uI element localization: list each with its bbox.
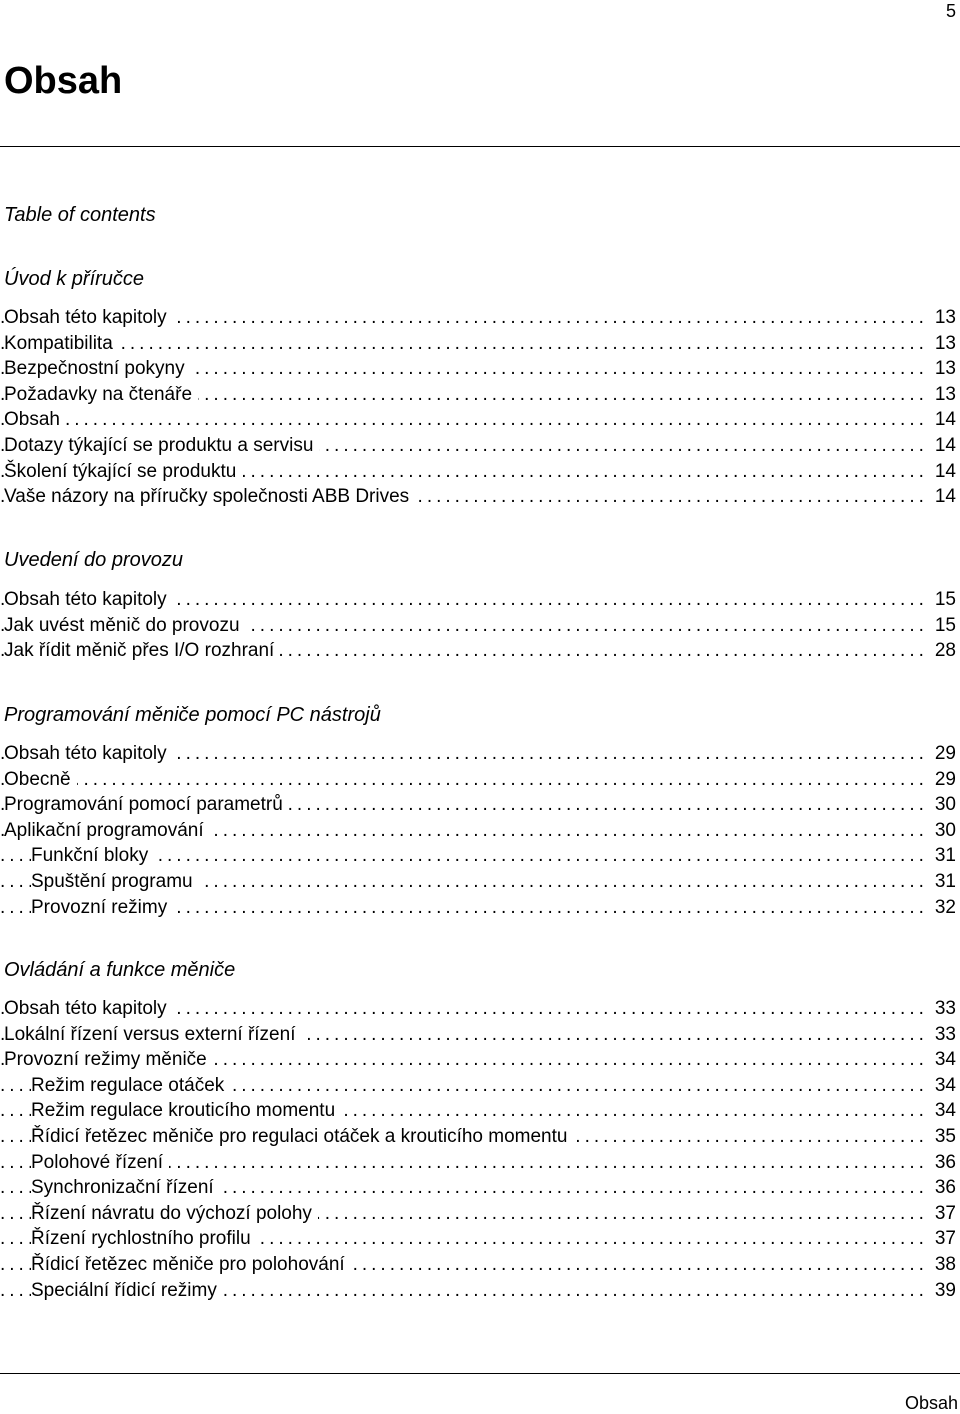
toc-list-programovani bbox=[0, 741, 960, 920]
toc-entry-page: 33 bbox=[927, 1022, 956, 1048]
toc-entry-page: 15 bbox=[927, 613, 956, 639]
toc-entry-page: 39 bbox=[927, 1278, 956, 1304]
toc-entry-title: Požadavky na čtenáře bbox=[4, 382, 198, 408]
toc-entry-title: Obecně bbox=[4, 767, 77, 793]
toc-entry-title: Obsah bbox=[4, 407, 66, 433]
toc-entry-title: Programování pomocí parametrů bbox=[4, 792, 289, 818]
toc-entry-title: Provozní režimy bbox=[31, 895, 173, 921]
toc-entry[interactable] bbox=[0, 382, 960, 408]
toc-entry-title: Aplikační programování bbox=[4, 818, 210, 844]
toc-entry-page: 37 bbox=[927, 1226, 956, 1252]
toc-entry-title: Jak řídit měnič přes I/O rozhraní bbox=[4, 638, 280, 664]
toc-entry[interactable] bbox=[0, 459, 960, 485]
toc-entry[interactable] bbox=[0, 996, 960, 1022]
toc-entry-page: 36 bbox=[927, 1150, 956, 1176]
toc-entry[interactable] bbox=[0, 869, 960, 895]
toc-entry-title: Obsah této kapitoly bbox=[4, 305, 173, 331]
section-heading-programovani: Programování měniče pomocí PC nástrojů bbox=[4, 704, 381, 726]
toc-entry[interactable] bbox=[0, 1073, 960, 1099]
toc-entry-title: Lokální řízení versus externí řízení bbox=[4, 1022, 301, 1048]
toc-entry[interactable] bbox=[0, 433, 960, 459]
toc-entry-title: Řízení rychlostního profilu bbox=[31, 1226, 257, 1252]
toc-entry[interactable] bbox=[0, 843, 960, 869]
toc-entry[interactable] bbox=[0, 1201, 960, 1227]
toc-entry-title: Speciální řídicí režimy bbox=[31, 1278, 223, 1304]
toc-entry-page: 35 bbox=[927, 1124, 956, 1150]
toc-entry[interactable] bbox=[0, 895, 960, 921]
toc-entry-page: 34 bbox=[927, 1047, 956, 1073]
toc-list-uvedeni bbox=[0, 587, 960, 664]
toc-entry-title: Školení týkající se produktu bbox=[4, 459, 242, 485]
toc-entry-title: Spuštění programu bbox=[31, 869, 199, 895]
toc-entry-page: 38 bbox=[927, 1252, 956, 1278]
section-heading-table-of-contents: Table of contents bbox=[4, 204, 156, 226]
toc-entry[interactable] bbox=[0, 638, 960, 664]
toc-entry-page: 14 bbox=[927, 407, 956, 433]
toc-entry[interactable] bbox=[0, 1047, 960, 1073]
dot-leader bbox=[0, 407, 940, 433]
toc-entry-title: Řídicí řetězec měniče pro regulaci otáček a krouticího momentu bbox=[31, 1124, 573, 1150]
page-number: 5 bbox=[945, 1, 956, 21]
toc-entry-page: 14 bbox=[927, 433, 956, 459]
toc-entry-page: 31 bbox=[927, 843, 956, 869]
toc-entry-title: Obsah této kapitoly bbox=[4, 741, 173, 767]
footer-label: Obsah bbox=[904, 1393, 958, 1413]
section-heading-uvedeni: Uvedení do provozu bbox=[4, 549, 184, 571]
toc-entry[interactable] bbox=[0, 331, 960, 357]
toc-entry-page: 13 bbox=[927, 382, 956, 408]
toc-entry-title: Režim regulace otáček bbox=[31, 1073, 230, 1099]
toc-entry[interactable] bbox=[0, 1278, 960, 1304]
toc-entry[interactable] bbox=[0, 613, 960, 639]
toc-entry-title: Řízení návratu do výchozí polohy bbox=[31, 1201, 318, 1227]
toc-entry-title: Provozní režimy měniče bbox=[4, 1047, 213, 1073]
toc-entry-title: Polohové řízení bbox=[31, 1150, 169, 1176]
toc-entry-page: 30 bbox=[927, 792, 956, 818]
toc-entry-page: 13 bbox=[927, 305, 956, 331]
toc-entry[interactable] bbox=[0, 356, 960, 382]
toc-entry-page: 34 bbox=[927, 1098, 956, 1124]
toc-entry[interactable] bbox=[0, 1252, 960, 1278]
toc-entry[interactable] bbox=[0, 1098, 960, 1124]
toc-entry-title: Jak uvést měnič do provozu bbox=[4, 613, 246, 639]
toc-entry-title: Synchronizační řízení bbox=[31, 1175, 220, 1201]
toc-entry-title: Obsah této kapitoly bbox=[4, 587, 173, 613]
toc-entry[interactable] bbox=[0, 484, 960, 510]
section-heading-uvod: Úvod k příručce bbox=[4, 268, 145, 290]
toc-entry-page: 36 bbox=[927, 1175, 956, 1201]
footer-rule bbox=[0, 1373, 960, 1374]
toc-entry-title: Řídicí řetězec měniče pro polohování bbox=[31, 1252, 351, 1278]
toc-entry-title: Kompatibilita bbox=[4, 331, 119, 357]
toc-entry-title: Bezpečnostní pokyny bbox=[4, 356, 191, 382]
section-heading-ovladani: Ovládání a funkce měniče bbox=[4, 959, 236, 981]
toc-entry-page: 32 bbox=[927, 895, 956, 921]
dot-leader bbox=[0, 331, 940, 357]
toc-entry-page: 13 bbox=[927, 331, 956, 357]
dot-leader bbox=[0, 767, 940, 793]
toc-entry-title: Dotazy týkající se produktu a servisu bbox=[4, 433, 319, 459]
toc-entry[interactable] bbox=[0, 767, 960, 793]
toc-entry-page: 14 bbox=[927, 459, 956, 485]
toc-list-ovladani bbox=[0, 996, 960, 1303]
toc-entry-page: 31 bbox=[927, 869, 956, 895]
toc-entry-title: Režim regulace krouticího momentu bbox=[31, 1098, 341, 1124]
toc-entry-page: 37 bbox=[927, 1201, 956, 1227]
toc-entry[interactable] bbox=[0, 305, 960, 331]
toc-entry-page: 14 bbox=[927, 484, 956, 510]
toc-list-uvod bbox=[0, 305, 960, 510]
toc-entry-page: 34 bbox=[927, 1073, 956, 1099]
toc-entry[interactable] bbox=[0, 1022, 960, 1048]
toc-entry[interactable] bbox=[0, 818, 960, 844]
toc-entry[interactable] bbox=[0, 1150, 960, 1176]
toc-entry-title: Funkční bloky bbox=[31, 843, 154, 869]
toc-entry-page: 29 bbox=[927, 767, 956, 793]
toc-entry-page: 15 bbox=[927, 587, 956, 613]
toc-entry[interactable] bbox=[0, 1226, 960, 1252]
toc-entry-title: Vaše názory na příručky společnosti ABB Drives bbox=[4, 484, 415, 510]
toc-entry[interactable] bbox=[0, 792, 960, 818]
toc-entry-page: 33 bbox=[927, 996, 956, 1022]
toc-entry-page: 13 bbox=[927, 356, 956, 382]
toc-entry[interactable] bbox=[0, 587, 960, 613]
toc-entry[interactable] bbox=[0, 407, 960, 433]
page-title: Obsah bbox=[4, 60, 123, 102]
toc-entry[interactable] bbox=[0, 741, 960, 767]
header-rule bbox=[0, 146, 960, 147]
toc-entry-page: 29 bbox=[927, 741, 956, 767]
toc-entry-title: Obsah této kapitoly bbox=[4, 996, 173, 1022]
toc-entry-page: 30 bbox=[927, 818, 956, 844]
toc-entry-page: 28 bbox=[927, 638, 956, 664]
toc-entry[interactable] bbox=[0, 1124, 960, 1150]
toc-entry[interactable] bbox=[0, 1175, 960, 1201]
